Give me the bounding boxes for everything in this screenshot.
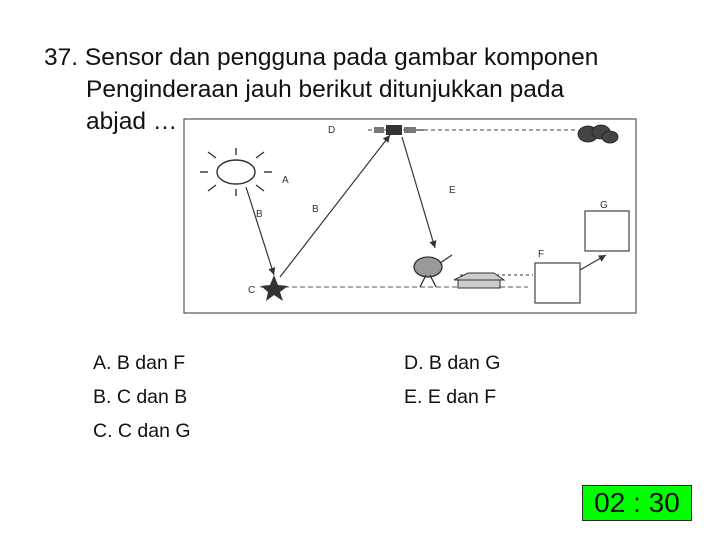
countdown-timer: 02 : 30 [582, 485, 692, 521]
question-line-1: 37. Sensor dan pengguna pada gambar komponen [44, 44, 599, 71]
question-line-2: Penginderaan jauh berikut ditunjukkan pada [86, 76, 565, 103]
label-a: A [282, 175, 289, 186]
downlink-line [402, 137, 435, 248]
sun-icon [200, 148, 272, 196]
target-object-icon [261, 275, 288, 301]
label-e: E [449, 185, 456, 196]
options-left-column [93, 346, 191, 448]
option-e[interactable]: E. E dan F [404, 386, 497, 408]
remote-sensing-diagram [178, 115, 640, 318]
processing-to-user-line [580, 255, 606, 270]
label-c: C [248, 285, 256, 296]
label-b-sun: B [256, 209, 263, 220]
processing-box [535, 263, 580, 303]
question-line-3: abjad … [86, 108, 178, 135]
option-a[interactable]: A. B dan F [93, 352, 186, 374]
option-c[interactable]: C. C dan G [93, 420, 191, 442]
satellite-icon [374, 125, 424, 135]
energy-ray-line [246, 187, 274, 275]
label-d: D [328, 125, 336, 136]
user-box [585, 211, 629, 251]
option-d[interactable]: D. B dan G [404, 352, 501, 374]
label-g: G [600, 200, 608, 211]
label-b-reflect: B [312, 204, 319, 215]
label-f: F [538, 249, 545, 260]
options-right-column [404, 346, 500, 414]
option-b[interactable]: B. C dan B [93, 386, 188, 408]
ground-station-icon [414, 255, 452, 287]
reflected-ray-line [280, 135, 390, 277]
cloud-icon [578, 125, 618, 143]
